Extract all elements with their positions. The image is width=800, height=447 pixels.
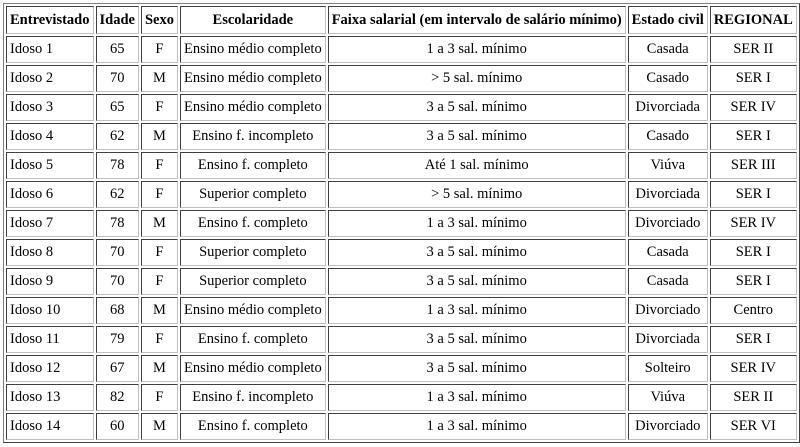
- table-header: [6, 6, 797, 34]
- cell-entrevistado: Idoso 12: [6, 355, 94, 382]
- cell-estado-civil: Divorciado: [628, 297, 708, 324]
- cell-regional: SER IV: [710, 355, 797, 382]
- cell-entrevistado: Idoso 8: [6, 239, 94, 266]
- header-sexo: Sexo: [141, 6, 178, 34]
- cell-regional: SER I: [710, 65, 797, 92]
- table-row: [6, 152, 797, 179]
- cell-escolaridade: Ensino médio completo: [180, 355, 326, 382]
- cell-estado-civil: Divorciada: [628, 94, 708, 121]
- cell-idade: 70: [96, 65, 139, 92]
- cell-escolaridade: Superior completo: [180, 239, 326, 266]
- cell-entrevistado: Idoso 11: [6, 326, 94, 353]
- table-row: [6, 297, 797, 324]
- cell-sexo: F: [141, 268, 178, 295]
- cell-entrevistado: Idoso 14: [6, 413, 94, 440]
- cell-faixa-salarial: 1 a 3 sal. mínimo: [328, 384, 626, 411]
- cell-estado-civil: Viúva: [628, 152, 708, 179]
- cell-idade: 62: [96, 181, 139, 208]
- cell-sexo: F: [141, 94, 178, 121]
- table-row: [6, 123, 797, 150]
- cell-idade: 82: [96, 384, 139, 411]
- cell-estado-civil: Divorciada: [628, 326, 708, 353]
- cell-estado-civil: Casada: [628, 239, 708, 266]
- cell-sexo: M: [141, 123, 178, 150]
- table-row: [6, 94, 797, 121]
- cell-escolaridade: Ensino médio completo: [180, 297, 326, 324]
- cell-faixa-salarial: 3 a 5 sal. mínimo: [328, 326, 626, 353]
- header-regional: REGIONAL: [710, 6, 797, 34]
- cell-sexo: M: [141, 210, 178, 237]
- table-row: [6, 326, 797, 353]
- cell-faixa-salarial: 1 a 3 sal. mínimo: [328, 210, 626, 237]
- table-row: [6, 65, 797, 92]
- cell-idade: 65: [96, 36, 139, 63]
- cell-idade: 62: [96, 123, 139, 150]
- cell-idade: 65: [96, 94, 139, 121]
- cell-idade: 78: [96, 152, 139, 179]
- cell-estado-civil: Casado: [628, 65, 708, 92]
- cell-faixa-salarial: 3 a 5 sal. mínimo: [328, 268, 626, 295]
- header-escolaridade: Escolaridade: [180, 6, 326, 34]
- header-faixa-salarial: Faixa salarial (em intervalo de salário mínimo): [328, 6, 626, 34]
- cell-estado-civil: Divorciada: [628, 181, 708, 208]
- cell-regional: Centro: [710, 297, 797, 324]
- cell-escolaridade: Ensino f. completo: [180, 210, 326, 237]
- cell-escolaridade: Ensino f. incompleto: [180, 123, 326, 150]
- cell-regional: SER I: [710, 268, 797, 295]
- cell-escolaridade: Ensino f. incompleto: [180, 384, 326, 411]
- table-row: [6, 268, 797, 295]
- cell-escolaridade: Ensino f. completo: [180, 413, 326, 440]
- table-row: [6, 210, 797, 237]
- cell-entrevistado: Idoso 3: [6, 94, 94, 121]
- cell-estado-civil: Divorciado: [628, 413, 708, 440]
- table-row: [6, 413, 797, 440]
- cell-regional: SER I: [710, 239, 797, 266]
- cell-faixa-salarial: 3 a 5 sal. mínimo: [328, 355, 626, 382]
- cell-faixa-salarial: 1 a 3 sal. mínimo: [328, 36, 626, 63]
- cell-escolaridade: Ensino f. completo: [180, 326, 326, 353]
- cell-idade: 67: [96, 355, 139, 382]
- cell-faixa-salarial: 3 a 5 sal. mínimo: [328, 123, 626, 150]
- cell-entrevistado: Idoso 2: [6, 65, 94, 92]
- cell-entrevistado: Idoso 9: [6, 268, 94, 295]
- cell-faixa-salarial: 1 a 3 sal. mínimo: [328, 297, 626, 324]
- cell-idade: 78: [96, 210, 139, 237]
- cell-idade: 70: [96, 268, 139, 295]
- cell-entrevistado: Idoso 4: [6, 123, 94, 150]
- interviewee-table: [3, 3, 800, 443]
- header-entrevistado: Entrevistado: [6, 6, 94, 34]
- cell-regional: SER I: [710, 123, 797, 150]
- table-row: [6, 36, 797, 63]
- cell-regional: SER I: [710, 181, 797, 208]
- cell-regional: SER VI: [710, 413, 797, 440]
- cell-regional: SER II: [710, 384, 797, 411]
- header-estado-civil: Estado civil: [628, 6, 708, 34]
- cell-sexo: F: [141, 152, 178, 179]
- cell-regional: SER II: [710, 36, 797, 63]
- cell-entrevistado: Idoso 7: [6, 210, 94, 237]
- cell-sexo: F: [141, 326, 178, 353]
- cell-sexo: M: [141, 413, 178, 440]
- cell-entrevistado: Idoso 13: [6, 384, 94, 411]
- cell-faixa-salarial: > 5 sal. mínimo: [328, 65, 626, 92]
- cell-estado-civil: Casada: [628, 36, 708, 63]
- header-idade: Idade: [96, 6, 139, 34]
- cell-sexo: M: [141, 355, 178, 382]
- table-row: [6, 181, 797, 208]
- cell-entrevistado: Idoso 1: [6, 36, 94, 63]
- cell-regional: SER IV: [710, 210, 797, 237]
- cell-escolaridade: Ensino médio completo: [180, 36, 326, 63]
- cell-estado-civil: Casada: [628, 268, 708, 295]
- table-body: [6, 36, 797, 440]
- cell-estado-civil: Casado: [628, 123, 708, 150]
- cell-faixa-salarial: Até 1 sal. mínimo: [328, 152, 626, 179]
- cell-faixa-salarial: 1 a 3 sal. mínimo: [328, 413, 626, 440]
- cell-escolaridade: Ensino médio completo: [180, 65, 326, 92]
- cell-regional: SER I: [710, 326, 797, 353]
- cell-faixa-salarial: > 5 sal. mínimo: [328, 181, 626, 208]
- table-row: [6, 239, 797, 266]
- header-row: [6, 6, 797, 34]
- cell-sexo: F: [141, 384, 178, 411]
- cell-sexo: F: [141, 36, 178, 63]
- cell-estado-civil: Viúva: [628, 384, 708, 411]
- table-row: [6, 384, 797, 411]
- cell-entrevistado: Idoso 5: [6, 152, 94, 179]
- cell-regional: SER IV: [710, 94, 797, 121]
- cell-sexo: F: [141, 181, 178, 208]
- cell-faixa-salarial: 3 a 5 sal. mínimo: [328, 239, 626, 266]
- cell-sexo: M: [141, 297, 178, 324]
- cell-idade: 68: [96, 297, 139, 324]
- cell-estado-civil: Divorciado: [628, 210, 708, 237]
- cell-idade: 79: [96, 326, 139, 353]
- cell-escolaridade: Ensino f. completo: [180, 152, 326, 179]
- cell-sexo: F: [141, 239, 178, 266]
- cell-escolaridade: Superior completo: [180, 181, 326, 208]
- cell-estado-civil: Solteiro: [628, 355, 708, 382]
- cell-idade: 60: [96, 413, 139, 440]
- cell-regional: SER III: [710, 152, 797, 179]
- cell-entrevistado: Idoso 10: [6, 297, 94, 324]
- cell-escolaridade: Superior completo: [180, 268, 326, 295]
- cell-entrevistado: Idoso 6: [6, 181, 94, 208]
- cell-escolaridade: Ensino médio completo: [180, 94, 326, 121]
- cell-idade: 70: [96, 239, 139, 266]
- cell-sexo: M: [141, 65, 178, 92]
- cell-faixa-salarial: 3 a 5 sal. mínimo: [328, 94, 626, 121]
- table-row: [6, 355, 797, 382]
